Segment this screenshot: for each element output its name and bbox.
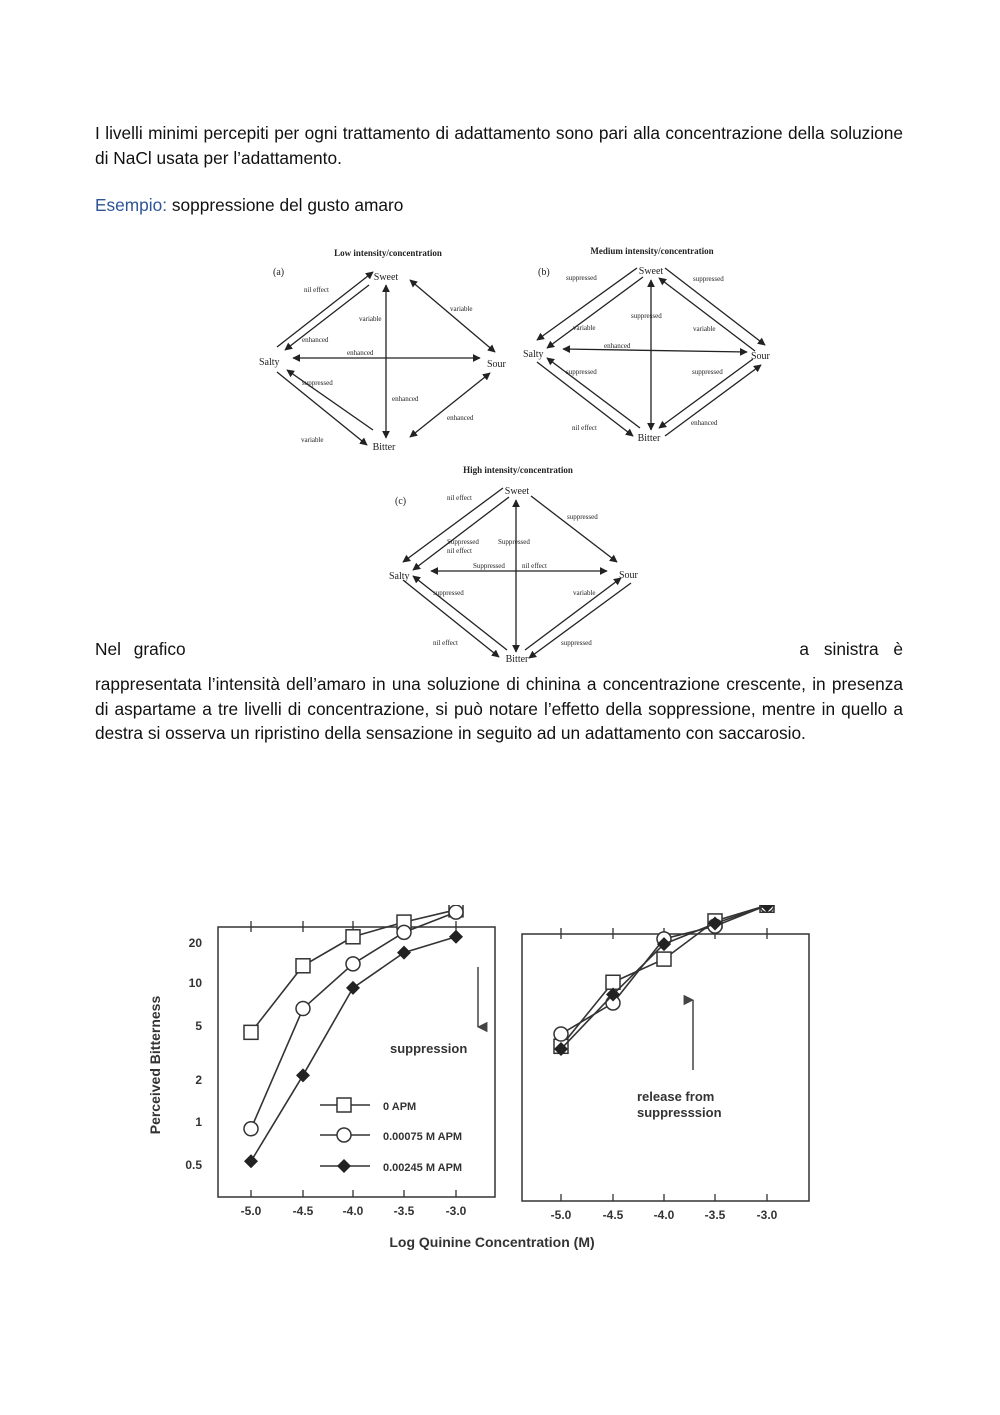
label-enhanced: enhanced (447, 414, 474, 422)
x-tick-label: -3.5 (704, 1208, 726, 1222)
node-sweet: Sweet (373, 272, 399, 283)
release-label-1: release from (637, 1089, 715, 1104)
node-sweet: Sweet (638, 266, 664, 277)
diagram-medium-intensity (515, 240, 785, 455)
y-tick-label: 0.5 (185, 1158, 202, 1172)
example-heading (95, 195, 403, 216)
circle-point (449, 905, 463, 919)
label-enhanced: enhanced (691, 419, 718, 427)
label-suppressed: suppressed (302, 379, 333, 387)
square-point (346, 930, 360, 944)
legend-diamond-marker (337, 1159, 351, 1173)
node-sour: Sour (751, 351, 770, 362)
label-variable: variable (359, 315, 382, 323)
node-salty: Salty (259, 357, 280, 368)
legend-0-apm: 0 APM (383, 1101, 417, 1113)
label-suppressed: suppressed (693, 275, 724, 283)
paragraph-2-start-left: Nel grafico (95, 639, 186, 659)
node-salty: Salty (389, 571, 410, 582)
y-tick-label: 10 (188, 976, 202, 990)
release-label-2: suppresssion (637, 1105, 722, 1120)
circle-point (296, 1002, 310, 1016)
paragraph-1: I livelli minimi percepiti per ogni trattamento di adattamento sono pari alla concentrazione della soluzione di NaCl usata per l’adattamento. (95, 123, 903, 168)
example-text: soppressione del gusto amaro (171, 195, 404, 215)
square-point (606, 975, 620, 989)
diamond-point (346, 981, 360, 995)
label-suppressed: suppressed (561, 639, 592, 647)
circle-point (554, 1027, 568, 1041)
x-tick-label: -4.5 (292, 1204, 314, 1218)
x-tick-label: -4.0 (342, 1204, 364, 1218)
right-plot-frame (522, 934, 809, 1201)
label-nil-effect: nil effect (522, 562, 547, 570)
label-nil-effect: nil effect (447, 547, 472, 555)
node-salty: Salty (523, 349, 544, 360)
diagram-tag: (c) (395, 496, 407, 507)
diagram-title: Low intensity/concentration (334, 248, 442, 258)
node-bitter: Bitter (505, 654, 529, 665)
example-label: Esempio: (95, 195, 168, 215)
legend-00245-apm: 0.00245 M APM (383, 1162, 463, 1174)
bitterness-chart (130, 905, 830, 1265)
series-line (561, 905, 767, 1049)
plot-layer (244, 905, 774, 1201)
y-tick-label: 5 (195, 1019, 202, 1033)
label-nil-effect: nil effect (304, 286, 329, 294)
label-suppressed: suppressed (566, 274, 597, 282)
diagram-title: Medium intensity/concentration (590, 246, 714, 256)
diagram-high-intensity (385, 462, 655, 667)
circle-point (346, 957, 360, 971)
label-enhanced: enhanced (347, 349, 374, 357)
y-tick-label: 1 (195, 1115, 202, 1129)
label-enhanced: enhanced (302, 336, 329, 344)
legend-00075-apm: 0.00075 M APM (383, 1131, 463, 1143)
label-nil-effect: nil effect (447, 494, 472, 502)
node-bitter: Bitter (637, 433, 661, 444)
legend-circle-marker (337, 1128, 351, 1142)
label-suppressed: Suppressed (473, 562, 505, 570)
label-variable: variable (693, 325, 716, 333)
x-tick-label: -4.5 (602, 1208, 624, 1222)
node-bitter: Bitter (372, 442, 396, 453)
series-line (561, 905, 767, 1046)
x-tick-label: -3.0 (445, 1204, 467, 1218)
x-tick-label: -5.0 (550, 1208, 572, 1222)
x-tick-label: -4.0 (653, 1208, 675, 1222)
label-enhanced: enhanced (604, 342, 631, 350)
square-point (657, 952, 671, 966)
x-tick-label: -5.0 (240, 1204, 262, 1218)
label-suppressed: suppressed (567, 513, 598, 521)
series-line (561, 905, 767, 1034)
y-tick-label: 2 (195, 1073, 202, 1087)
label-variable: variable (450, 305, 473, 313)
legend-square-marker (337, 1098, 351, 1112)
y-tick-label: 20 (188, 936, 202, 950)
label-enhanced: enhanced (392, 395, 419, 403)
diamond-point (244, 1154, 258, 1168)
diagram-tag: (a) (273, 267, 285, 278)
diamond-point (397, 946, 411, 960)
label-variable: variable (573, 589, 596, 597)
suppression-label: suppression (390, 1041, 468, 1056)
series-line (251, 912, 456, 1129)
label-suppressed: suppressed (631, 312, 662, 320)
diagram-low-intensity (255, 240, 525, 455)
label-nil-effect: nil effect (433, 639, 458, 647)
node-sweet: Sweet (504, 486, 530, 497)
diamond-point (449, 930, 463, 944)
label-variable: variable (573, 324, 596, 332)
y-axis-label: Perceived Bitterness (147, 995, 163, 1135)
paragraph-2: rappresentata l’intensità dell’amaro in una soluzione di chinina a concentrazione crescente, in presenza di aspartame a tre livelli di concentrazione, si può notare l’effetto della soppressione, mentre in quello a destra si osserva un ripristino della sensazione in seguito ad un adattamento con saccarosio. (95, 674, 903, 743)
paragraph-2-start-right: a sinistra è (799, 639, 903, 659)
circle-point (244, 1122, 258, 1136)
diagram-tag: (b) (538, 267, 550, 278)
circle-point (397, 925, 411, 939)
label-suppressed: suppressed (433, 589, 464, 597)
label-suppressed: Suppressed (447, 538, 479, 546)
diamond-point (296, 1068, 310, 1082)
square-point (244, 1025, 258, 1039)
node-sour: Sour (619, 570, 638, 581)
square-point (296, 959, 310, 973)
diagram-title: High intensity/concentration (463, 465, 573, 475)
label-suppressed: Suppressed (498, 538, 530, 546)
label-suppressed: suppressed (566, 368, 597, 376)
x-tick-label: -3.0 (756, 1208, 778, 1222)
label-nil-effect: nil effect (572, 424, 597, 432)
node-sour: Sour (487, 359, 506, 370)
x-tick-label: -3.5 (393, 1204, 415, 1218)
x-axis-label: Log Quinine Concentration (M) (389, 1234, 595, 1250)
label-suppressed: suppressed (692, 368, 723, 376)
legend (320, 1098, 462, 1174)
label-variable: variable (301, 436, 324, 444)
